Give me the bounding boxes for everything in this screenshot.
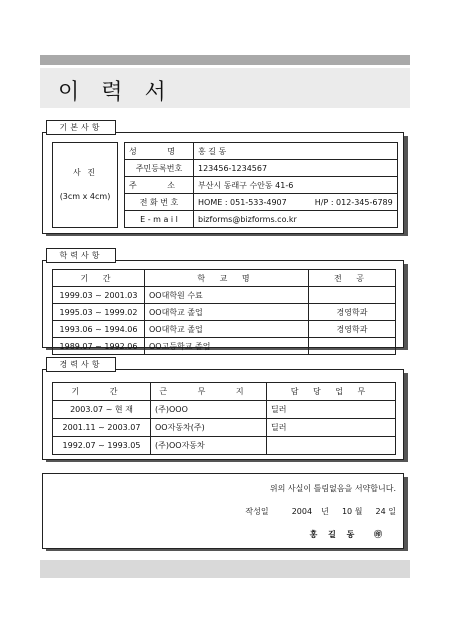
edu-major: [309, 338, 396, 355]
edu-period: 1995.03 ~ 1999.02: [53, 304, 145, 321]
id-number-value: 123456-1234567: [194, 160, 398, 177]
table-row: [53, 437, 396, 455]
seal-mark: ㊞: [374, 530, 382, 539]
edu-header-major: 전 공: [309, 270, 396, 287]
phone-label: 전 화 번 호: [125, 194, 194, 211]
name-label: 성 명: [125, 143, 194, 160]
date-day-unit: 일: [388, 507, 396, 516]
table-row: [53, 287, 396, 304]
top-decor-bar: [40, 55, 410, 65]
table-row: [53, 401, 396, 419]
table-row: [125, 194, 398, 211]
date-label: 작성일: [245, 507, 269, 516]
career-duty: 딜러: [267, 401, 396, 419]
edu-major: [309, 287, 396, 304]
title-char: 력: [101, 80, 123, 105]
table-row: [53, 338, 396, 355]
table-row: [53, 419, 396, 437]
title-char: 서: [144, 80, 166, 105]
basic-section-tab: 기본사항: [46, 120, 116, 135]
email-label: E - m a i l: [125, 211, 194, 228]
career-header-duty: 담 당 업 무: [267, 383, 396, 401]
edu-header-period: 기 간: [53, 270, 145, 287]
date-month: 10: [341, 507, 353, 516]
id-number-label: 주민등록번호: [125, 160, 194, 177]
date-year: 2004: [291, 507, 313, 516]
career-period: 2001.11 ~ 2003.07: [53, 419, 151, 437]
table-row: [125, 160, 398, 177]
education-section-tab: 학력사항: [46, 248, 116, 263]
edu-school: OO고등학교 졸업: [145, 338, 309, 355]
edu-major: 경영학과: [309, 321, 396, 338]
table-header-row: [53, 383, 396, 401]
career-workplace: OO자동차(주): [151, 419, 267, 437]
career-duty: [267, 437, 396, 455]
mobile-phone: H/P : 012-345-6789: [314, 197, 393, 207]
edu-school: OO대학교 졸업: [145, 304, 309, 321]
edu-period: 1989.07 ~ 1992.06: [53, 338, 145, 355]
declaration-statement: 위의 사실이 틀림없음을 서약합니다.: [269, 484, 396, 493]
career-workplace: (주)OOO: [151, 401, 267, 419]
edu-period: 1999.03 ~ 2001.03: [53, 287, 145, 304]
table-row: [53, 304, 396, 321]
table-row: [125, 177, 398, 194]
phone-value: [194, 194, 398, 211]
basic-info-table: [124, 142, 398, 228]
photo-label: 사 진: [73, 168, 97, 177]
address-value: 부산시 동래구 수안동 41-6: [194, 177, 398, 194]
table-row: [125, 211, 398, 228]
email-value: bizforms@bizforms.co.kr: [194, 211, 398, 228]
edu-school: OO대학원 수료: [145, 287, 309, 304]
photo-size: (3cm x 4cm): [59, 192, 111, 201]
page-title: [58, 75, 188, 106]
table-row: [53, 321, 396, 338]
title-char: 이: [58, 80, 80, 105]
career-section-tab: 경력사항: [46, 357, 116, 372]
career-period: 2003.07 ~ 현 재: [53, 401, 151, 419]
career-workplace: (주)OO자동차: [151, 437, 267, 455]
edu-period: 1993.06 ~ 1994.06: [53, 321, 145, 338]
date-day: 24: [375, 507, 386, 516]
career-table: [52, 382, 396, 455]
signer-name: 홍 길 동: [309, 530, 359, 539]
career-duty: 딜러: [267, 419, 396, 437]
signature-line: [52, 529, 382, 540]
declaration-date: [52, 506, 396, 517]
table-row: [125, 143, 398, 160]
photo-box: [52, 142, 118, 228]
date-month-unit: 월: [354, 507, 363, 516]
career-header-workplace: 근 무 지: [151, 383, 267, 401]
home-phone: HOME : 051-533-4907: [198, 197, 287, 207]
address-label: 주 소: [125, 177, 194, 194]
edu-header-school: 학 교 명: [145, 270, 309, 287]
edu-school: OO대학교 졸업: [145, 321, 309, 338]
career-period: 1992.07 ~ 1993.05: [53, 437, 151, 455]
edu-major: 경영학과: [309, 304, 396, 321]
table-header-row: [53, 270, 396, 287]
name-value: 홍 길 동: [194, 143, 398, 160]
bottom-decor-bar: [40, 560, 410, 578]
career-header-period: 기 간: [53, 383, 151, 401]
education-table: [52, 269, 396, 355]
date-year-unit: 년: [321, 507, 329, 516]
